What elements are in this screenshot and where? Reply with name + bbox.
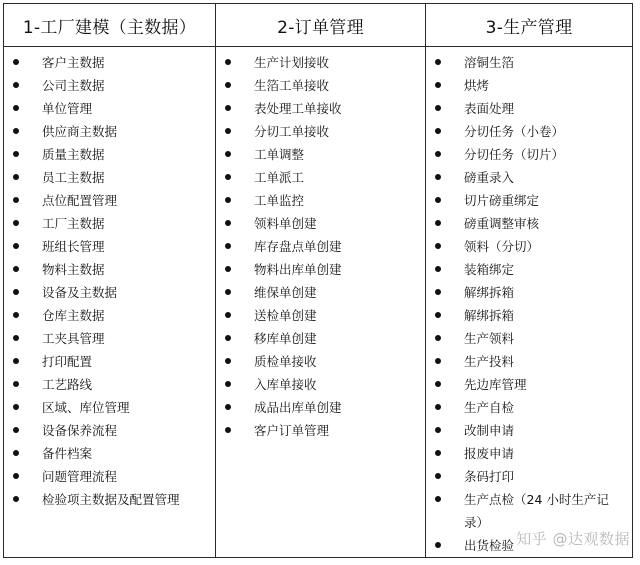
list-item-label: 问题管理流程: [42, 469, 118, 484]
watermark: 知乎 @达观数据: [516, 530, 630, 548]
column-factory-modeling: [4, 4, 216, 557]
bullet-icon: [225, 128, 231, 134]
list-item-label: 设备保养流程: [42, 423, 118, 438]
bullet-icon: [225, 289, 231, 295]
list-item: [426, 143, 632, 166]
list-item-label: 条码打印: [464, 469, 515, 484]
list-item-label: 领料（分切）: [464, 239, 540, 254]
list-item-label: 工艺路线: [42, 377, 93, 392]
list-item: [4, 488, 215, 511]
list-item: [216, 143, 425, 166]
list-item: [4, 419, 215, 442]
bullet-icon: [435, 289, 441, 295]
list-item: [216, 396, 425, 419]
list-item: [426, 327, 632, 350]
list-item-label: 区域、库位管理: [42, 400, 130, 415]
list-item: [4, 51, 215, 74]
list-item: [426, 189, 632, 212]
list-item-label: 质量主数据: [42, 147, 105, 162]
item-list: [216, 51, 425, 442]
list-item-label: 公司主数据: [42, 78, 105, 93]
list-item: [4, 442, 215, 465]
list-item: [4, 235, 215, 258]
bullet-icon: [435, 404, 441, 410]
list-item: [426, 97, 632, 120]
list-item: [4, 327, 215, 350]
list-item-label: 分切任务（小卷）: [464, 124, 565, 139]
list-item: [216, 74, 425, 97]
module-table: [3, 3, 633, 558]
list-item-label: 质检单接收: [254, 354, 317, 369]
list-item: [426, 258, 632, 281]
list-item: [426, 350, 632, 373]
column-body: [426, 47, 632, 557]
list-item-label: 设备及主数据: [42, 285, 118, 300]
list-item: [426, 396, 632, 419]
bullet-icon: [435, 496, 441, 502]
list-item-label: 备件档案: [42, 446, 93, 461]
bullet-icon: [435, 358, 441, 364]
bullet-icon: [13, 312, 19, 318]
bullet-icon: [225, 174, 231, 180]
bullet-icon: [13, 243, 19, 249]
list-item-label: 点位配置管理: [42, 193, 118, 208]
bullet-icon: [225, 312, 231, 318]
list-item-label: 生产投料: [464, 354, 515, 369]
list-item-label: 生产领料: [464, 331, 515, 346]
list-item: [216, 327, 425, 350]
bullet-icon: [435, 105, 441, 111]
bullet-icon: [435, 473, 441, 479]
list-item-label: 物料出库单创建: [254, 262, 342, 277]
list-item: [4, 373, 215, 396]
bullet-icon: [225, 266, 231, 272]
list-item-label: 生产自检: [464, 400, 515, 415]
bullet-icon: [435, 381, 441, 387]
list-item-label: 解绑拆箱: [464, 285, 515, 300]
list-item: [216, 189, 425, 212]
list-item: [4, 212, 215, 235]
column-header: 3-生产管理: [426, 4, 632, 47]
list-item: [216, 120, 425, 143]
list-item-label: 溶铜生箔: [464, 55, 515, 70]
list-item: [426, 235, 632, 258]
bullet-icon: [435, 128, 441, 134]
list-item-label: 领料单创建: [254, 216, 317, 231]
bullet-icon: [435, 266, 441, 272]
bullet-icon: [225, 427, 231, 433]
list-item-label: 工厂主数据: [42, 216, 105, 231]
list-item-label: 库存盘点单创建: [254, 239, 342, 254]
list-item-label: 工夹具管理: [42, 331, 105, 346]
bullet-icon: [13, 197, 19, 203]
bullet-icon: [13, 473, 19, 479]
bullet-icon: [13, 174, 19, 180]
list-item-label: 工单派工: [254, 170, 305, 185]
list-item: [4, 396, 215, 419]
list-item: [216, 51, 425, 74]
list-item: [4, 143, 215, 166]
bullet-icon: [13, 358, 19, 364]
list-item: [426, 51, 632, 74]
bullet-icon: [225, 220, 231, 226]
bullet-icon: [225, 151, 231, 157]
bullet-icon: [435, 335, 441, 341]
bullet-icon: [13, 381, 19, 387]
list-item-label: 磅重调整审核: [464, 216, 540, 231]
list-item: [216, 212, 425, 235]
list-item: [4, 74, 215, 97]
list-item: [216, 258, 425, 281]
list-item-label: 工单调整: [254, 147, 305, 162]
list-item: [216, 166, 425, 189]
list-item-label: 改制申请: [464, 423, 515, 438]
list-item: [4, 189, 215, 212]
bullet-icon: [13, 335, 19, 341]
bullet-icon: [435, 82, 441, 88]
column-body: [216, 47, 425, 442]
list-item-label: 分切工单接收: [254, 124, 330, 139]
bullet-icon: [435, 312, 441, 318]
list-item: [216, 304, 425, 327]
bullet-icon: [435, 220, 441, 226]
bullet-icon: [13, 105, 19, 111]
list-item-label: 班组长管理: [42, 239, 105, 254]
list-item: [426, 442, 632, 465]
bullet-icon: [435, 197, 441, 203]
list-item-label: 先边库管理: [464, 377, 527, 392]
bullet-icon: [435, 151, 441, 157]
bullet-icon: [225, 197, 231, 203]
list-item-label: 成品出库单创建: [254, 400, 342, 415]
list-item: [4, 350, 215, 373]
list-item-label: 员工主数据: [42, 170, 105, 185]
list-item-label: 烘烤: [464, 78, 490, 93]
list-item: [4, 465, 215, 488]
list-item: [426, 373, 632, 396]
bullet-icon: [225, 105, 231, 111]
list-item: [216, 97, 425, 120]
bullet-icon: [13, 82, 19, 88]
column-production-management: [426, 4, 632, 557]
bullet-icon: [435, 450, 441, 456]
item-list: [4, 51, 215, 511]
list-item: [4, 304, 215, 327]
list-item-label: 检验项主数据及配置管理: [42, 492, 180, 507]
list-item-label: 仓库主数据: [42, 308, 105, 323]
list-item-label: 切片磅重绑定: [464, 193, 540, 208]
list-item: [426, 166, 632, 189]
list-item-label: 供应商主数据: [42, 124, 118, 139]
list-item: [4, 281, 215, 304]
list-item-label: 移库单创建: [254, 331, 317, 346]
bullet-icon: [435, 243, 441, 249]
list-item: [426, 281, 632, 304]
list-item-label: 生产计划接收: [254, 55, 330, 70]
list-item-label: 客户主数据: [42, 55, 105, 70]
bullet-icon: [225, 82, 231, 88]
list-item-label: 解绑拆箱: [464, 308, 515, 323]
list-item-label: 报废申请: [464, 446, 515, 461]
list-item: [216, 419, 425, 442]
bullet-icon: [13, 266, 19, 272]
list-item-label: 表面处理: [464, 101, 515, 116]
list-item: [426, 212, 632, 235]
bullet-icon: [13, 450, 19, 456]
item-list: [426, 51, 632, 557]
list-item-label: 装箱绑定: [464, 262, 515, 277]
column-body: [4, 47, 215, 511]
list-item-label: 表处理工单接收: [254, 101, 342, 116]
list-item-label: 分切任务（切片）: [464, 147, 565, 162]
bullet-icon: [13, 404, 19, 410]
bullet-icon: [225, 358, 231, 364]
list-item-label: 客户订单管理: [254, 423, 330, 438]
list-item: [426, 465, 632, 488]
list-item: [4, 97, 215, 120]
list-item: [426, 419, 632, 442]
list-item-label: 物料主数据: [42, 262, 105, 277]
list-item: [426, 74, 632, 97]
list-item-label: 出货检验: [464, 538, 515, 553]
list-item: [4, 120, 215, 143]
list-item-label: 工单监控: [254, 193, 305, 208]
bullet-icon: [13, 289, 19, 295]
list-item: [216, 235, 425, 258]
list-item-label: 送检单创建: [254, 308, 317, 323]
list-item: [216, 350, 425, 373]
list-item-label: 生产点检（24 小时生产记录）: [464, 492, 609, 530]
bullet-icon: [435, 59, 441, 65]
bullet-icon: [225, 243, 231, 249]
bullet-icon: [13, 59, 19, 65]
list-item: [216, 373, 425, 396]
list-item: [426, 304, 632, 327]
bullet-icon: [225, 335, 231, 341]
list-item-label: 维保单创建: [254, 285, 317, 300]
bullet-icon: [435, 174, 441, 180]
bullet-icon: [13, 220, 19, 226]
bullet-icon: [435, 542, 441, 548]
column-header: 2-订单管理: [216, 4, 425, 47]
list-item-label: 磅重录入: [464, 170, 515, 185]
bullet-icon: [225, 59, 231, 65]
bullet-icon: [13, 128, 19, 134]
list-item: [4, 258, 215, 281]
list-item: [4, 166, 215, 189]
list-item: [426, 120, 632, 143]
list-item-label: 生箔工单接收: [254, 78, 330, 93]
bullet-icon: [225, 381, 231, 387]
bullet-icon: [13, 496, 19, 502]
bullet-icon: [13, 151, 19, 157]
list-item: [216, 281, 425, 304]
bullet-icon: [13, 427, 19, 433]
list-item-label: 入库单接收: [254, 377, 317, 392]
column-header: 1-工厂建模（主数据）: [4, 4, 215, 47]
bullet-icon: [435, 427, 441, 433]
column-order-management: [216, 4, 426, 557]
bullet-icon: [225, 404, 231, 410]
list-item-label: 打印配置: [42, 354, 93, 369]
list-item-label: 单位管理: [42, 101, 93, 116]
